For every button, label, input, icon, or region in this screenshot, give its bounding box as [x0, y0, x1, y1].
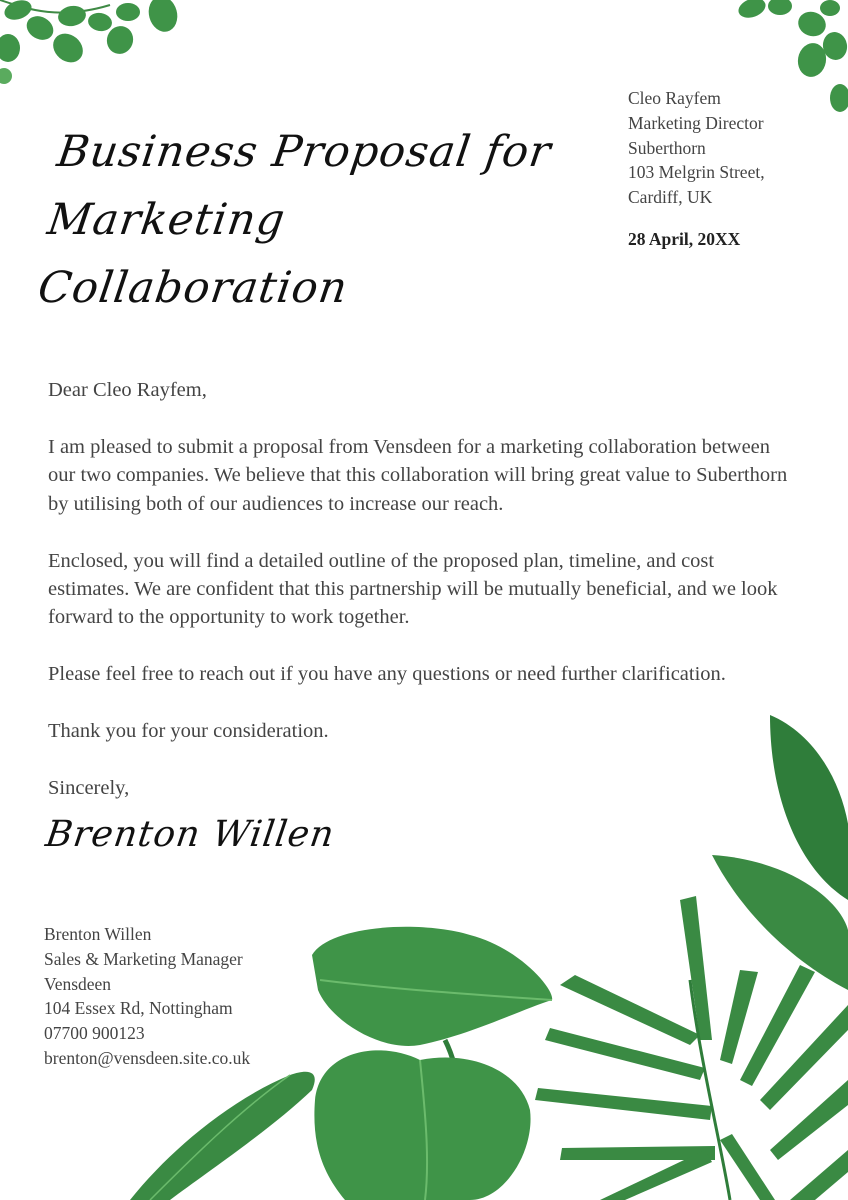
sender-contact-block	[44, 922, 324, 1071]
sender-name: Brenton Willen	[44, 924, 152, 944]
sender-email: brenton@vensdeen.site.co.uk	[44, 1047, 251, 1068]
document-title	[34, 118, 623, 322]
sender-company: Vensdeen	[44, 973, 112, 994]
signature: Brenton Willen	[43, 814, 338, 855]
top-left-leaves	[0, 0, 181, 84]
letter-date: 28 April, 20XX	[628, 229, 741, 249]
body-paragraph-4: Thank you for your consideration.	[48, 720, 329, 743]
sender-address: 104 Essex Rd, Nottingham	[44, 998, 233, 1019]
title-line-2: Marketing Collaboration	[34, 195, 352, 313]
sender-role: Sales & Marketing Manager	[44, 948, 243, 969]
recipient-street: 103 Melgrin Street,	[628, 162, 765, 183]
body-paragraph-3: Please feel free to reach out if you have any questions or need further clarification.	[48, 663, 726, 686]
greeting: Dear Cleo Rayfem,	[48, 379, 207, 401]
body-paragraph-2: Enclosed, you will find a detailed outline of the proposed plan, timeline, and cost estimates. We are confident that this partnership will be mutually beneficial, and we look forward to the opportunity to work together.	[48, 549, 778, 629]
closing: Sincerely,	[48, 777, 130, 800]
recipient-role: Marketing Director	[628, 112, 764, 133]
recipient-address-block	[628, 86, 838, 210]
recipient-company: Suberthorn	[628, 137, 706, 158]
recipient-name: Cleo Rayfem	[628, 88, 721, 108]
title-line-1: Business Proposal for	[54, 127, 555, 177]
body-paragraph-1: I am pleased to submit a proposal from Vensdeen for a marketing collaboration between our two companies. We believe that this collaboration will bring great value to Suberthorn by utilising both of our audiences to increase our reach.	[48, 435, 788, 515]
letter-body	[48, 376, 798, 803]
sender-phone: 07700 900123	[44, 1023, 145, 1044]
recipient-city: Cardiff, UK	[628, 187, 713, 208]
